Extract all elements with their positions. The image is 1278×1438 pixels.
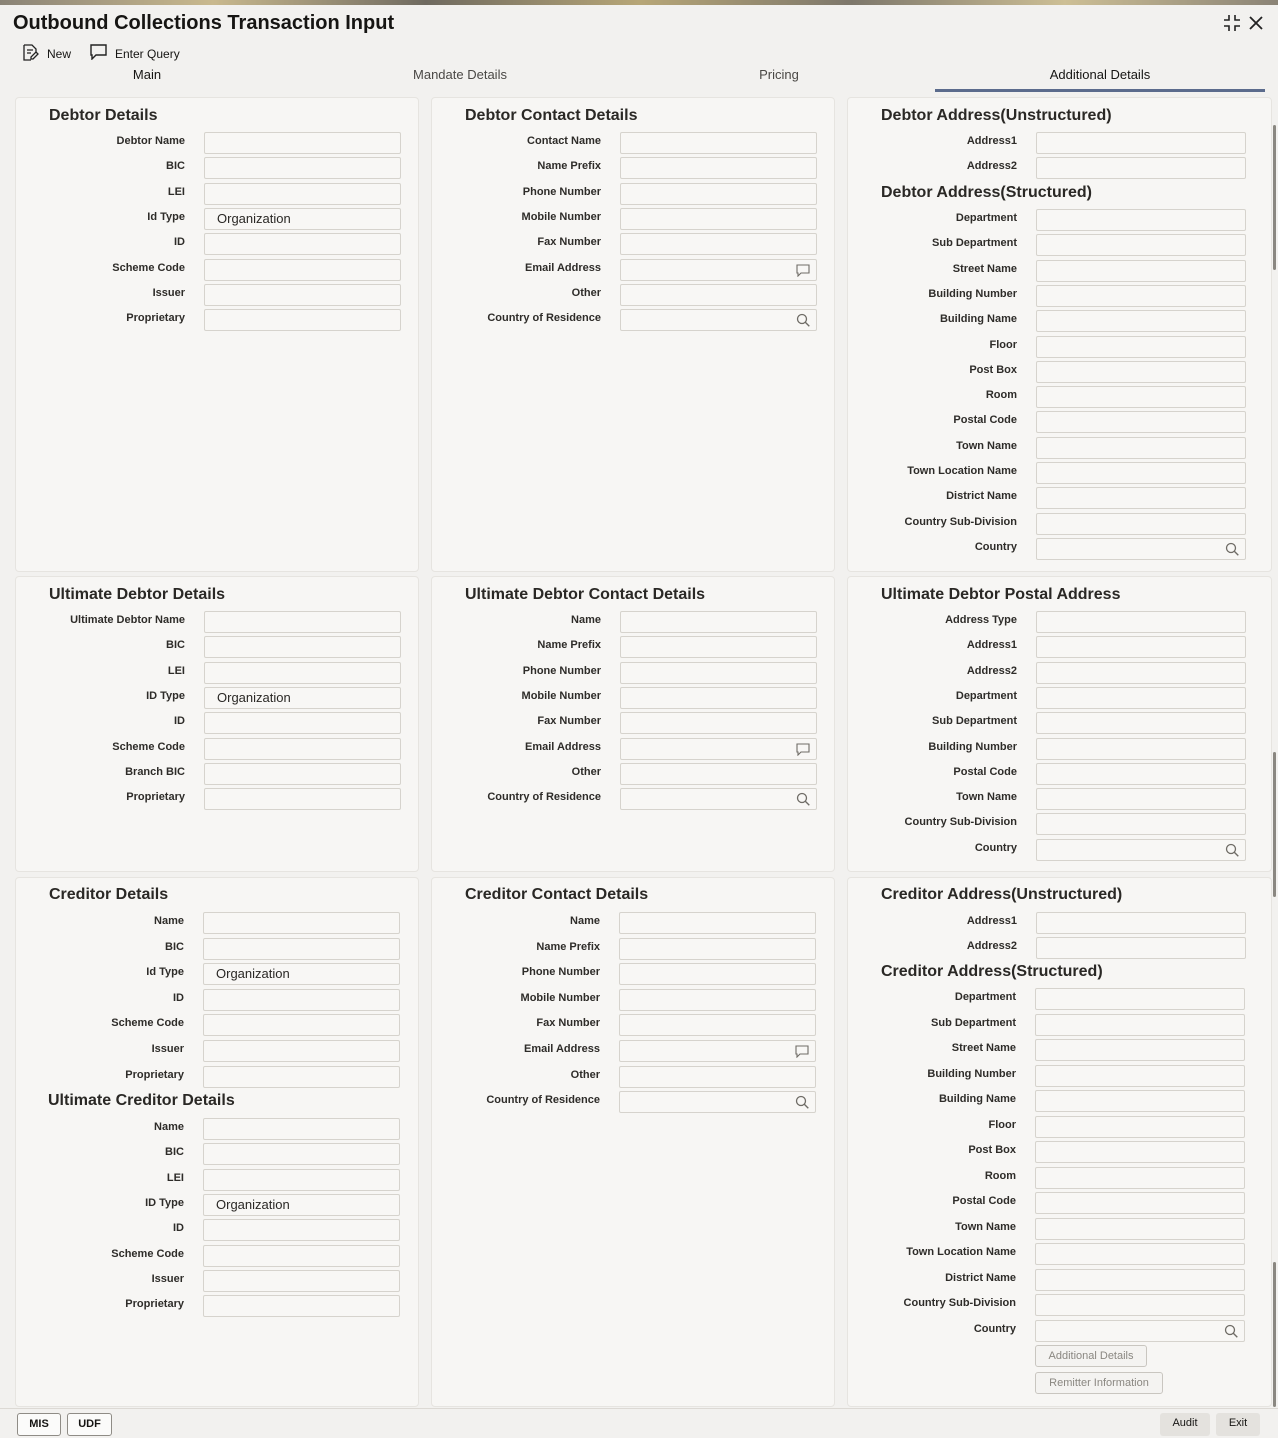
country-of-residence-field[interactable]: [619, 1091, 816, 1113]
bic-label: BIC: [166, 160, 185, 172]
minimize-icon[interactable]: [1223, 14, 1241, 32]
mobile-number-field[interactable]: [620, 208, 817, 230]
search-icon[interactable]: [795, 1095, 809, 1109]
country-label: Country: [973, 1323, 1016, 1335]
address1-label: Address1: [966, 639, 1017, 651]
country-sub-division-label: Country Sub-Division: [904, 816, 1017, 828]
mobile-number-label: Mobile Number: [521, 690, 601, 702]
scheme-code-label: Scheme Code: [111, 1248, 184, 1260]
section-title: Debtor Address(Unstructured): [881, 107, 1112, 124]
phone-number-field[interactable]: [620, 183, 817, 205]
issuer-label: Issuer: [151, 1273, 184, 1285]
ultimate-debtor-name-field[interactable]: [204, 611, 401, 633]
name-prefix-field[interactable]: [620, 157, 817, 179]
name-prefix-field[interactable]: [619, 938, 816, 960]
ultimate-debtor-name-label: Ultimate Debtor Name: [70, 614, 185, 626]
additional-details-button[interactable]: Additional Details: [1035, 1345, 1147, 1367]
id-field[interactable]: [203, 989, 400, 1011]
building-name-field[interactable]: [1035, 1090, 1245, 1112]
name-label: Name: [570, 915, 600, 927]
tab-mandate-details[interactable]: Mandate Details: [413, 67, 507, 82]
other-label: Other: [570, 1069, 600, 1081]
scheme-code-label: Scheme Code: [112, 741, 185, 753]
country-field[interactable]: [1036, 839, 1246, 861]
enter-query-button[interactable]: [90, 44, 180, 63]
search-icon[interactable]: [796, 313, 810, 327]
chat-bubble-icon: [90, 44, 107, 63]
sub-department-label: Sub Department: [931, 1017, 1016, 1029]
scheme-code-field[interactable]: [203, 1014, 400, 1036]
building-name-field[interactable]: [1036, 310, 1246, 332]
id-label: ID: [174, 236, 185, 248]
country-field[interactable]: [1035, 1320, 1245, 1342]
mobile-number-field[interactable]: [620, 687, 817, 709]
floor-label: Floor: [989, 339, 1017, 351]
lei-label: LEI: [166, 1172, 184, 1184]
id-field[interactable]: [204, 712, 401, 734]
section-title: Debtor Details: [49, 107, 158, 124]
country-sub-division-field[interactable]: [1036, 813, 1246, 835]
name-label: Name: [571, 614, 601, 626]
search-icon[interactable]: [1225, 542, 1239, 556]
floor-field[interactable]: [1036, 336, 1246, 358]
id-field[interactable]: [204, 233, 401, 255]
phone-number-field[interactable]: [619, 963, 816, 985]
address1-field[interactable]: [1036, 912, 1246, 934]
issuer-label: Issuer: [152, 287, 185, 299]
id-field[interactable]: [203, 1219, 400, 1241]
name-field[interactable]: [619, 912, 816, 934]
name-prefix-label: Name Prefix: [536, 941, 600, 953]
mobile-number-field[interactable]: [619, 989, 816, 1011]
udf-button[interactable]: UDF: [67, 1413, 112, 1436]
section-title: Ultimate Debtor Contact Details: [465, 586, 706, 603]
room-label: Room: [985, 389, 1017, 401]
address1-field[interactable]: [1036, 636, 1246, 658]
sub-department-field[interactable]: [1036, 234, 1246, 256]
section-title: Debtor Address(Structured): [881, 184, 1092, 201]
name-prefix-label: Name Prefix: [537, 160, 601, 172]
new-label: New: [47, 47, 72, 61]
town-name-label: Town Name: [956, 440, 1017, 452]
proprietary-field[interactable]: [203, 1295, 400, 1317]
country-field[interactable]: [1036, 538, 1246, 560]
address2-label: Address2: [966, 940, 1017, 952]
name-label: Name: [154, 915, 184, 927]
building-name-label: Building Name: [938, 1093, 1016, 1105]
issuer-field[interactable]: [203, 1270, 400, 1292]
mobile-number-label: Mobile Number: [521, 211, 601, 223]
email-address-field[interactable]: [620, 738, 817, 760]
address2-label: Address2: [966, 160, 1017, 172]
proprietary-field[interactable]: [204, 309, 401, 331]
country-of-residence-label: Country of Residence: [487, 791, 601, 803]
sub-department-field[interactable]: [1035, 1014, 1245, 1036]
id-type-value: Organization: [217, 211, 291, 226]
fax-number-field[interactable]: [619, 1014, 816, 1036]
section-title: Debtor Contact Details: [465, 107, 638, 124]
id-label: ID: [174, 715, 185, 727]
post-box-field[interactable]: [1036, 361, 1246, 383]
district-name-field[interactable]: [1036, 487, 1246, 509]
district-name-label: District Name: [946, 490, 1017, 502]
scrollbar-thumb[interactable]: [1273, 1262, 1276, 1407]
address2-field[interactable]: [1036, 157, 1246, 179]
town-name-label: Town Name: [956, 791, 1017, 803]
name-field[interactable]: [620, 611, 817, 633]
building-number-label: Building Number: [928, 288, 1017, 300]
tab-main[interactable]: Main: [132, 67, 162, 82]
country-sub-division-label: Country Sub-Division: [904, 516, 1017, 528]
email-address-label: Email Address: [524, 741, 601, 753]
street-name-label: Street Name: [952, 263, 1017, 275]
scheme-code-field[interactable]: [203, 1245, 400, 1267]
bic-field[interactable]: [204, 157, 401, 179]
postal-code-label: Postal Code: [953, 414, 1017, 426]
branch-bic-field[interactable]: [204, 763, 401, 785]
address2-field[interactable]: [1036, 662, 1246, 684]
lei-label: LEI: [167, 186, 185, 198]
bic-field[interactable]: [203, 938, 400, 960]
id-type-label: ID Type: [146, 690, 185, 702]
email-address-label: Email Address: [524, 262, 601, 274]
sub-department-field[interactable]: [1036, 712, 1246, 734]
town-name-label: Town Name: [955, 1221, 1016, 1233]
bic-label: BIC: [165, 941, 184, 953]
fax-number-label: Fax Number: [537, 715, 601, 727]
close-icon[interactable]: [1247, 14, 1265, 32]
street-name-field[interactable]: [1036, 260, 1246, 282]
id-type-value: Organization: [217, 690, 291, 705]
department-field[interactable]: [1036, 687, 1246, 709]
sub-department-label: Sub Department: [932, 237, 1017, 249]
name-field[interactable]: [203, 912, 400, 934]
search-icon[interactable]: [1224, 1324, 1238, 1338]
lei-field[interactable]: [204, 662, 401, 684]
fax-number-label: Fax Number: [536, 1017, 600, 1029]
id-type-label: Id Type: [147, 211, 185, 223]
country-sub-division-label: Country Sub-Division: [903, 1297, 1016, 1309]
bic-field[interactable]: [204, 636, 401, 658]
section-title: Creditor Address(Structured): [881, 963, 1103, 980]
title-bar: [0, 5, 1278, 39]
district-name-label: District Name: [945, 1272, 1016, 1284]
section-title: Ultimate Debtor Postal Address: [881, 586, 1121, 603]
address-type-field[interactable]: [1036, 611, 1246, 633]
comment-icon[interactable]: [796, 742, 810, 756]
proprietary-label: Proprietary: [125, 1069, 184, 1081]
toolbar: [0, 40, 1278, 66]
tab-additional-details[interactable]: Additional Details: [935, 64, 1265, 92]
town-location-name-label: Town Location Name: [906, 1246, 1016, 1258]
postal-code-label: Postal Code: [953, 766, 1017, 778]
proprietary-field[interactable]: [203, 1066, 400, 1088]
contact-name-label: Contact Name: [527, 135, 601, 147]
country-label: Country: [974, 842, 1017, 854]
name-prefix-label: Name Prefix: [537, 639, 601, 651]
new-document-icon: [22, 44, 39, 64]
bic-label: BIC: [165, 1146, 184, 1158]
section-title: Creditor Details: [49, 886, 169, 903]
other-field[interactable]: [619, 1066, 816, 1088]
issuer-field[interactable]: [204, 284, 401, 306]
building-number-label: Building Number: [928, 741, 1017, 753]
country-of-residence-field[interactable]: [620, 309, 817, 331]
department-label: Department: [955, 212, 1017, 224]
lei-field[interactable]: [203, 1169, 400, 1191]
department-field[interactable]: [1035, 988, 1245, 1010]
phone-number-label: Phone Number: [522, 186, 601, 198]
scrollbar-thumb[interactable]: [1273, 752, 1276, 897]
enter-query-label: Enter Query: [115, 46, 180, 61]
id-type-field[interactable]: [203, 963, 400, 985]
building-number-field[interactable]: [1036, 738, 1246, 760]
phone-number-label: Phone Number: [522, 665, 601, 677]
country-of-residence-label: Country of Residence: [486, 1094, 600, 1106]
country-sub-division-field[interactable]: [1035, 1294, 1245, 1316]
id-type-field[interactable]: [203, 1194, 400, 1216]
district-name-field[interactable]: [1035, 1269, 1245, 1291]
mis-button[interactable]: MIS: [17, 1413, 61, 1436]
scheme-code-field[interactable]: [204, 738, 401, 760]
remitter-information-button[interactable]: Remitter Information: [1035, 1372, 1163, 1394]
department-field[interactable]: [1036, 209, 1246, 231]
fax-number-label: Fax Number: [537, 236, 601, 248]
footer-bar: [0, 1408, 1278, 1438]
country-label: Country: [974, 541, 1017, 553]
building-number-field[interactable]: [1035, 1065, 1245, 1087]
postal-code-field[interactable]: [1035, 1192, 1245, 1214]
name-prefix-field[interactable]: [620, 636, 817, 658]
building-name-label: Building Name: [939, 313, 1017, 325]
address2-label: Address2: [966, 665, 1017, 677]
street-name-label: Street Name: [951, 1042, 1016, 1054]
town-location-name-field[interactable]: [1036, 462, 1246, 484]
id-label: ID: [173, 992, 184, 1004]
address1-label: Address1: [966, 135, 1017, 147]
id-type-label: Id Type: [146, 966, 184, 978]
debtor-name-label: Debtor Name: [116, 135, 185, 147]
address1-label: Address1: [966, 915, 1017, 927]
other-field[interactable]: [620, 284, 817, 306]
post-box-label: Post Box: [969, 364, 1017, 376]
tab-pricing[interactable]: Pricing: [759, 67, 799, 82]
id-type-field[interactable]: [204, 208, 401, 230]
other-label: Other: [571, 287, 601, 299]
bic-label: BIC: [166, 639, 185, 651]
mobile-number-label: Mobile Number: [520, 992, 600, 1004]
town-location-name-field[interactable]: [1035, 1243, 1245, 1265]
town-location-name-label: Town Location Name: [907, 465, 1017, 477]
new-button[interactable]: [22, 44, 71, 64]
post-box-field[interactable]: [1035, 1141, 1245, 1163]
scheme-code-label: Scheme Code: [111, 1017, 184, 1029]
lei-label: LEI: [167, 665, 185, 677]
postal-code-label: Postal Code: [952, 1195, 1016, 1207]
address-type-label: Address Type: [945, 614, 1017, 626]
proprietary-field[interactable]: [204, 788, 401, 810]
name-field[interactable]: [203, 1118, 400, 1140]
comment-icon[interactable]: [796, 263, 810, 277]
other-field[interactable]: [620, 763, 817, 785]
room-field[interactable]: [1036, 386, 1246, 408]
address2-field[interactable]: [1036, 937, 1246, 959]
postal-code-field[interactable]: [1036, 763, 1246, 785]
scheme-code-field[interactable]: [204, 259, 401, 281]
town-name-field[interactable]: [1036, 437, 1246, 459]
branch-bic-label: Branch BIC: [125, 766, 185, 778]
department-label: Department: [955, 690, 1017, 702]
name-label: Name: [154, 1121, 184, 1133]
room-label: Room: [984, 1170, 1016, 1182]
post-box-label: Post Box: [968, 1144, 1016, 1156]
search-icon[interactable]: [796, 792, 810, 806]
postal-code-field[interactable]: [1036, 411, 1246, 433]
id-type-value: Organization: [216, 966, 290, 981]
proprietary-label: Proprietary: [126, 312, 185, 324]
country-of-residence-label: Country of Residence: [487, 312, 601, 324]
email-address-field[interactable]: [620, 259, 817, 281]
exit-button[interactable]: Exit: [1216, 1413, 1260, 1436]
proprietary-label: Proprietary: [125, 1298, 184, 1310]
proprietary-label: Proprietary: [126, 791, 185, 803]
floor-label: Floor: [988, 1119, 1016, 1131]
id-label: ID: [173, 1222, 184, 1234]
room-field[interactable]: [1035, 1167, 1245, 1189]
scrollbar-thumb[interactable]: [1273, 125, 1276, 270]
sub-department-label: Sub Department: [932, 715, 1017, 727]
email-address-label: Email Address: [523, 1043, 600, 1055]
street-name-field[interactable]: [1035, 1039, 1245, 1061]
scheme-code-label: Scheme Code: [112, 262, 185, 274]
floor-field[interactable]: [1035, 1116, 1245, 1138]
search-icon[interactable]: [1225, 843, 1239, 857]
section-title: Creditor Contact Details: [465, 886, 649, 903]
audit-button[interactable]: Audit: [1160, 1413, 1210, 1436]
debtor-name-field[interactable]: [204, 132, 401, 154]
phone-number-field[interactable]: [620, 662, 817, 684]
fax-number-field[interactable]: [620, 233, 817, 255]
section-title: Ultimate Debtor Details: [49, 586, 226, 603]
building-number-field[interactable]: [1036, 285, 1246, 307]
town-name-field[interactable]: [1036, 788, 1246, 810]
email-address-field[interactable]: [619, 1040, 816, 1062]
issuer-field[interactable]: [203, 1040, 400, 1062]
section-title: Creditor Address(Unstructured): [881, 886, 1123, 903]
tab-bar: [0, 64, 1278, 92]
id-type-label: ID Type: [145, 1197, 184, 1209]
other-label: Other: [571, 766, 601, 778]
town-name-field[interactable]: [1035, 1218, 1245, 1240]
country-sub-division-field[interactable]: [1036, 513, 1246, 535]
lei-field[interactable]: [204, 183, 401, 205]
country-of-residence-field[interactable]: [620, 788, 817, 810]
comment-icon[interactable]: [795, 1044, 809, 1058]
department-label: Department: [954, 991, 1016, 1003]
fax-number-field[interactable]: [620, 712, 817, 734]
address1-field[interactable]: [1036, 132, 1246, 154]
contact-name-field[interactable]: [620, 132, 817, 154]
issuer-label: Issuer: [151, 1043, 184, 1055]
section-title: Ultimate Creditor Details: [48, 1092, 235, 1109]
bic-field[interactable]: [203, 1143, 400, 1165]
id-type-value: Organization: [216, 1197, 290, 1212]
phone-number-label: Phone Number: [521, 966, 600, 978]
window-title: Outbound Collections Transaction Input: [13, 12, 395, 34]
id-type-field[interactable]: [204, 687, 401, 709]
building-number-label: Building Number: [927, 1068, 1016, 1080]
